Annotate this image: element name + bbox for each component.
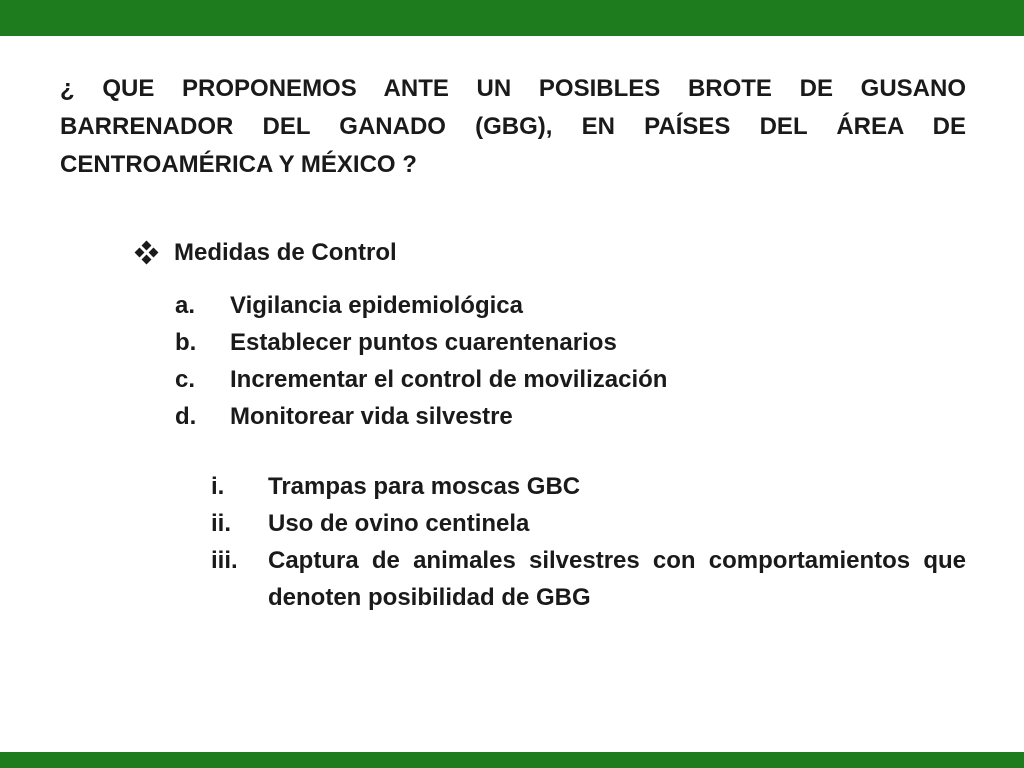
list-item-marker: b. (175, 329, 197, 356)
list-item (205, 542, 966, 616)
bottom-accent-bar (0, 752, 1024, 768)
list-item (205, 468, 966, 505)
list-item-marker: i. (211, 473, 225, 500)
control-measures-list (175, 287, 667, 435)
list-item-marker: d. (175, 403, 197, 430)
list-item (175, 398, 667, 435)
list-item-marker: c. (175, 366, 196, 393)
list-item-marker: iii. (211, 547, 238, 574)
list-item-text: Monitorear vida silvestre (230, 403, 513, 430)
wildlife-monitoring-sublist (205, 468, 966, 616)
list-item-text: Incrementar el control de movilización (230, 366, 668, 393)
list-item-marker: ii. (211, 510, 232, 537)
list-item-text: Establecer puntos cuarentenarios (230, 329, 617, 356)
list-item (205, 505, 966, 542)
section-heading-label: Medidas de Control (174, 239, 397, 266)
section-heading (136, 236, 397, 270)
list-item-text: Vigilancia epidemiológica (230, 292, 523, 319)
list-item-text: Uso de ovino centinela (268, 510, 530, 537)
list-item (175, 361, 667, 398)
list-item (175, 287, 667, 324)
list-item-text: Trampas para moscas GBC (268, 473, 581, 500)
list-item-text: Captura de animales silvestres con comportamientos que denoten posibilidad de GBG (268, 547, 966, 611)
top-accent-bar (0, 0, 1024, 36)
slide-title: ¿ QUE PROPONEMOS ANTE UN POSIBLES BROTE DE GUSANO BARRENADOR DEL GANADO (GBG), EN PAÍSES DEL ÁREA DE CENTROAMÉRICA Y MÉXICO ? (60, 75, 966, 178)
four-diamond-bullet-icon (136, 242, 158, 264)
list-item (175, 324, 667, 361)
list-item-marker: a. (175, 292, 196, 319)
